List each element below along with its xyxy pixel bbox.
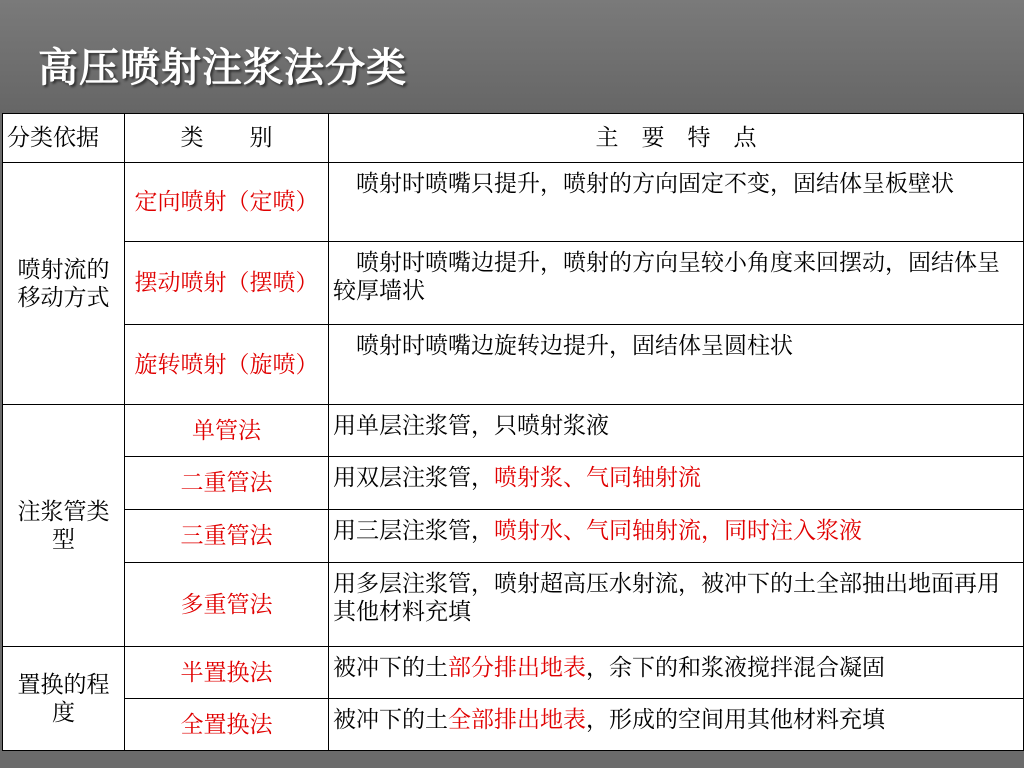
features-cell: 用三层注浆管，喷射水、气同轴射流，同时注入浆液 xyxy=(329,510,1024,563)
category-cell: 全置换法 xyxy=(125,699,329,751)
table-row xyxy=(3,325,1024,405)
features-cell: 用多层注浆管，喷射超高压水射流，被冲下的土全部抽出地面再用其他材料充填 xyxy=(329,563,1024,647)
header-features: 主 要 特 点 xyxy=(329,114,1024,163)
table-row xyxy=(3,699,1024,751)
table-row xyxy=(3,163,1024,242)
group-cell: 注浆管类型 xyxy=(3,405,125,647)
category-cell: 三重管法 xyxy=(125,510,329,563)
table-row xyxy=(3,510,1024,563)
category-cell: 旋转喷射（旋喷） xyxy=(125,325,329,405)
group-cell: 置换的程度 xyxy=(3,647,125,751)
features-cell: 用双层注浆管，喷射浆、气同轴射流 xyxy=(329,457,1024,510)
features-cell: 用单层注浆管，只喷射浆液 xyxy=(329,405,1024,457)
category-cell: 半置换法 xyxy=(125,647,329,699)
category-cell: 多重管法 xyxy=(125,563,329,647)
header-category: 类 别 xyxy=(125,114,329,163)
table-row xyxy=(3,405,1024,457)
category-cell: 定向喷射（定喷） xyxy=(125,163,329,242)
features-cell: 喷射时喷嘴边提升，喷射的方向呈较小角度来回摆动，固结体呈较厚墙状 xyxy=(329,242,1024,325)
table-row xyxy=(3,647,1024,699)
classification-table xyxy=(2,113,1024,751)
title-bar xyxy=(0,0,1024,113)
group-cell: 喷射流的移动方式 xyxy=(3,163,125,405)
header-basis: 分类依据 xyxy=(3,114,125,163)
features-cell: 喷射时喷嘴只提升，喷射的方向固定不变，固结体呈板壁状 xyxy=(329,163,1024,242)
header-row xyxy=(3,114,1024,163)
table-row xyxy=(3,563,1024,647)
features-cell: 被冲下的土部分排出地表，余下的和浆液搅拌混合凝固 xyxy=(329,647,1024,699)
category-cell: 二重管法 xyxy=(125,457,329,510)
features-cell: 喷射时喷嘴边旋转边提升，固结体呈圆柱状 xyxy=(329,325,1024,405)
category-cell: 单管法 xyxy=(125,405,329,457)
features-cell: 被冲下的土全部排出地表，形成的空间用其他材料充填 xyxy=(329,699,1024,751)
table-row xyxy=(3,457,1024,510)
page-title: 高压喷射注浆法分类 xyxy=(38,45,407,91)
category-cell: 摆动喷射（摆喷） xyxy=(125,242,329,325)
table-row xyxy=(3,242,1024,325)
